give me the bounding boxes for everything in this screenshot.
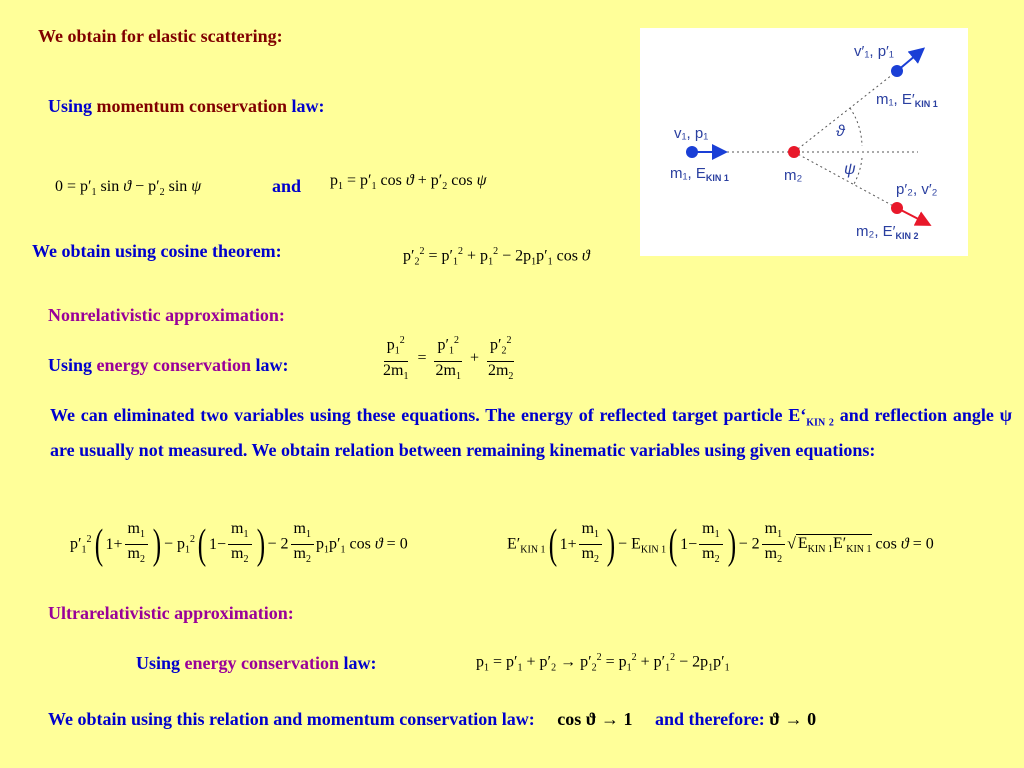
scattering-diagram: [640, 28, 968, 256]
final-conclusion: We obtain using this relation and momentum conservation law: cos ϑ → 1 and therefore: ϑ → 0: [48, 709, 817, 729]
energy-law-label-2: Using energy conservation law:: [136, 653, 377, 673]
equation-momentum-y: $0 = p'_1$ $\sin ϑ - p'_2$ sin ψ: [55, 178, 202, 199]
equation-ultrarel: $p_1 = p'_1 + p'_2 \to p'_2^2 = p_1^2 + p'_1^2 - 2p_1p'_1$: [476, 652, 730, 674]
label-p2p-v2p: p′₂, v′₂: [896, 181, 938, 198]
theta-arc: [850, 108, 862, 146]
label-v1-p1: v₁, p₁: [674, 125, 709, 142]
momentum-law-label: Using momentum conservation law:: [48, 96, 325, 116]
page-heading: We obtain for elastic scattering:: [38, 26, 283, 46]
equation-cosine-theorem: $p'_2^2 = p'_1^2 + p_1^2 - 2p_1p'_1$ cos ϑ: [403, 246, 590, 268]
label-m1-ekin1: m₁, $E_{KIN 1}$: [670, 165, 729, 183]
recoiled-particle: [891, 202, 903, 214]
target-particle: [788, 146, 800, 158]
equation-energy-relation: $E'_{KIN 1}$ ( 1+ $\frac{m_1}{m_2}$ ) − $E_{KIN 1}$ ( 1− $\frac{m_1}{m_2}$ ) − 2 $\frac{m_1}{m_2}$ √ $E_{KIN 1}E'_{KIN 1}$ cos ϑ = 0: [507, 520, 934, 568]
label-v1p-p1p: v′₁, p′₁: [854, 43, 894, 60]
cosine-theorem-label: We obtain using cosine theorem:: [32, 241, 282, 261]
and-label: and: [272, 176, 302, 196]
label-psi: ψ: [844, 161, 856, 178]
explanation-paragraph: We can eliminated two variables using these equations. The energy of reflected target particle $E‘_{KIN 2}$ and reflection angle ψ are usually not measured. We obtain relation between remaining kinematic variables using given equations:: [50, 405, 1012, 460]
equation-momentum-x: $p_1 = p'_1$ $\cos ϑ + p'_2$ cos ψ: [330, 172, 487, 193]
label-m2: m₂: [784, 167, 803, 184]
equation-energy-nonrel: $\frac{p_1^2}{2m_1}$ = $\frac{p'_1^2}{2m_1}$ + $\frac{p'_2^2}{2m_2}$: [378, 332, 518, 386]
nonrelativistic-label: Nonrelativistic approximation:: [48, 305, 285, 325]
label-m1-ekin1-prime: m₁, $E'_{KIN 1}$: [876, 91, 938, 109]
energy-law-label: Using energy conservation law:: [48, 355, 289, 375]
ultrarelativistic-label: Ultrarelativistic approximation:: [48, 603, 294, 623]
projectile-particle: [686, 146, 698, 158]
label-theta: ϑ: [836, 123, 845, 140]
equation-momentum-relation: $p'_1^2$ ( 1+ $\frac{m_1}{m_2}$ ) − $p_1^2$ ( 1− $\frac{m_1}{m_2}$ ) − 2 $\frac{m_1}{m_2}$ $p_1p'_1$ cos ϑ = 0: [70, 520, 408, 568]
scattered-particle: [891, 65, 903, 77]
label-m2-ekin2-prime: m₂, $E'_{KIN 2}$: [856, 223, 919, 241]
projectile-path-line: [794, 71, 897, 152]
